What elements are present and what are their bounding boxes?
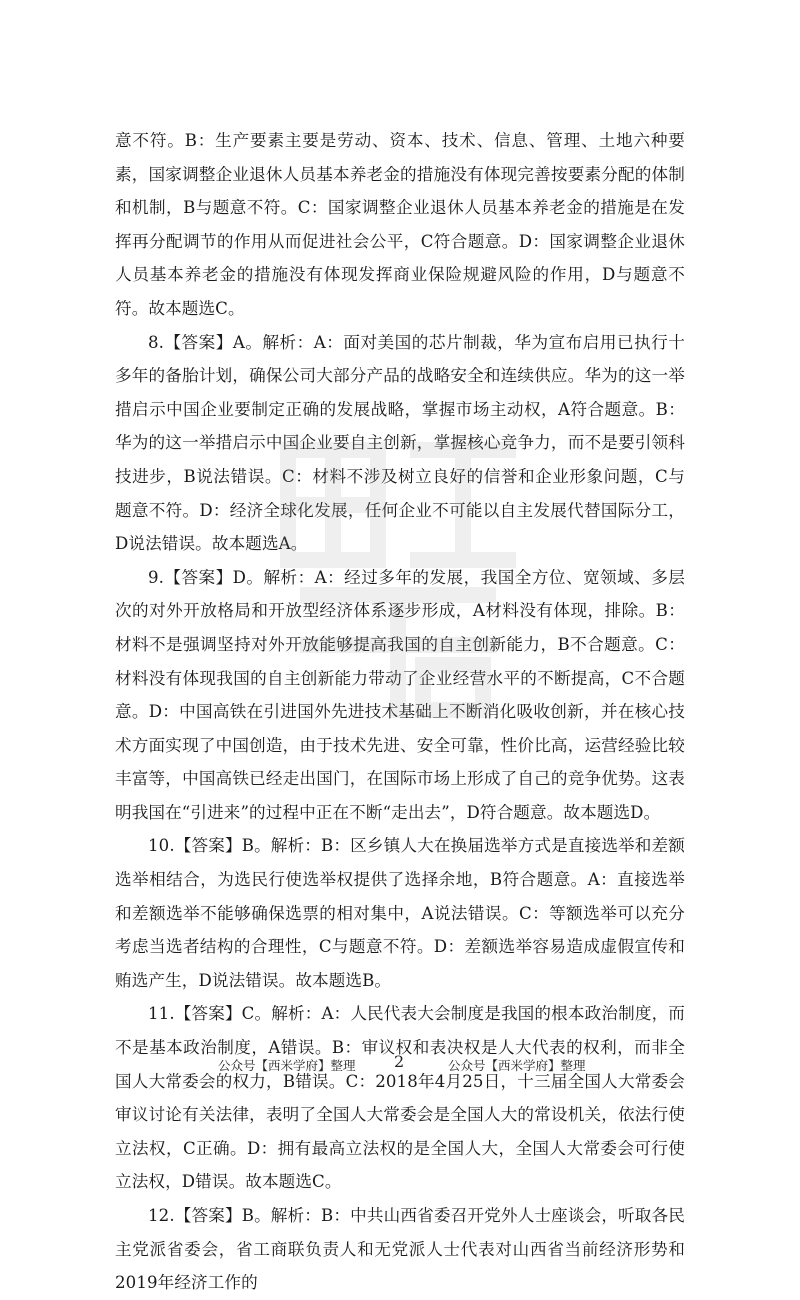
paragraph-answer-10: 10.【答案】B。解析：B：区乡镇人大在换届选举方式是直接选举和差额选举相结合，为选民行使选举权提供了选择余地，B符合题意。A：直接选举和差额选举不能够确保选票的相对集中，A说法错误。C：等额选举可以充分考虑当选者结构的合理性，C与题意不符。D：差额选举容易造成虚假宣传和贿选产生，D说法错误。故本题选B。: [115, 836, 685, 990]
paragraph-continuation: 意不符。B：生产要素主要是劳动、资本、技术、信息、管理、土地六种要素，国家调整企业退休人员基本养老金的措施没有体现完善按要素分配的体制和机制，B与题意不符。C：国家调整企业退休人员基本养老金的措施是在发挥再分配调节的作用从而促进社会公平，C符合题意。D：国家调整企业退休人员基本养老金的措施没有体现发挥商业保险规避风险的作用，D与题意不符。故本题选C。: [115, 131, 685, 318]
answer-explanations: [115, 124, 685, 1300]
paragraph-answer-9: 9.【答案】D。解析：A：经过多年的发展，我国全方位、宽领域、多层次的对外开放格局和开放型经济体系逐步形成，A材料没有体现，排除。B：材料不是强调坚持对外开放能够提高我国的自主创新能力，B不合题意。C：材料没有体现我国的自主创新能力带动了企业经营水平的不断提高，C不合题意。D：中国高铁在引进国外先进技术基础上不断消化吸收创新，并在核心技术方面实现了中国创造，由于技术先进、安全可靠，性价比高，运营经验比较丰富等，中国高铁已经走出国门，在国际市场上形成了自己的竞争优势。这表明我国在“引进来”的过程中正在不断“走出去”，D符合题意。故本题选D。: [115, 567, 685, 822]
page-number: 2: [394, 1052, 405, 1071]
paragraph-answer-12: 12.【答案】B。解析：B：中共山西省委召开党外人士座谈会，听取各民主党派省委会，省工商联负责人和无党派人士代表对山西省当前经济形势和2019年经济工作的: [115, 1206, 685, 1293]
footer-left-credit: 公众号【西米学府】整理: [218, 1058, 356, 1073]
paragraph-answer-11: 11.【答案】C。解析：A：人民代表大会制度是我国的根本政治制度，而不是基本政治制度，A错误。B：审议权和表决权是人大代表的权利，而非全国人大常委会的权力，B错误。C：2018年4月25日，十三届全国人大常委会审议讨论有关法律，表明了全国人大常委会是全国人大的常设机关，依法行使立法权，C正确。D：拥有最高立法权的是全国人大，全国人大常委会可行使立法权，D错误。故本题选C。: [115, 1004, 685, 1192]
page-footer: [0, 1052, 800, 1076]
paragraph-answer-8: 8.【答案】A。解析：A：面对美国的芯片制裁，华为宣布启用已执行十多年的备胎计划，确保公司大部分产品的战略安全和连续供应。华为的这一举措启示中国企业要制定正确的发展战略，掌握市场主动权，A符合题意。B：华为的这一举措启示中国企业要自主创新，掌握核心竞争力，而不是要引领科技进步，B说法错误。C：材料不涉及树立良好的信誉和企业形象问题，C与题意不符。D：经济全球化发展，任何企业不可能以自主发展代替国际分工，D说法错误。故本题选A。: [115, 332, 685, 554]
footer-right-credit: 公众号【西米学府】整理: [448, 1058, 586, 1073]
